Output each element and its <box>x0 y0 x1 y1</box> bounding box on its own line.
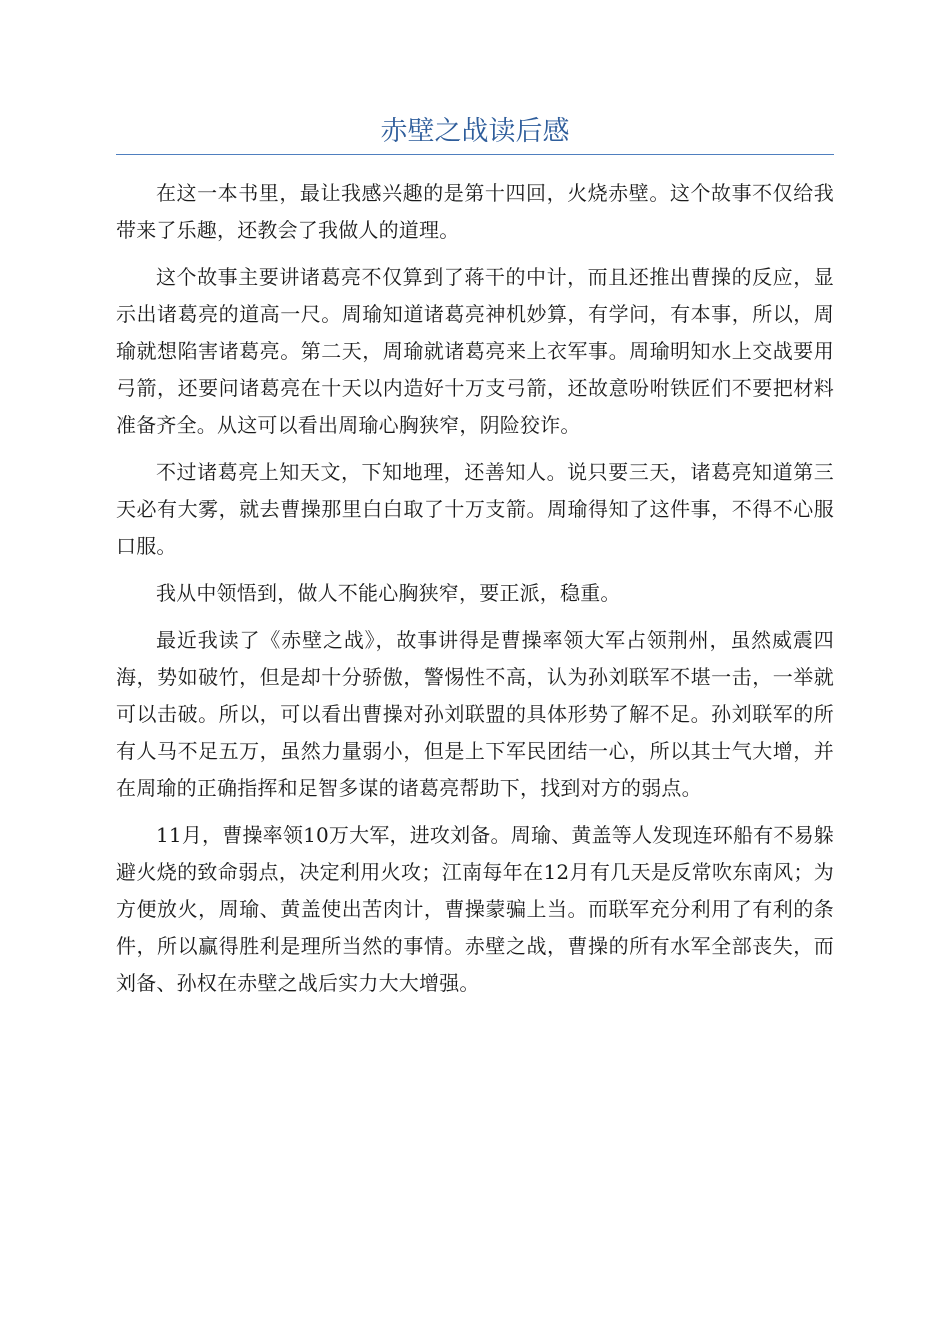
title-underline <box>116 154 834 155</box>
paragraph-1: 在这一本书里，最让我感兴趣的是第十四回，火烧赤壁。这个故事不仅给我带来了乐趣，还教会了我做人的道理。 <box>116 181 834 242</box>
document-page <box>116 112 834 1012</box>
paragraph-5: 最近我读了《赤壁之战》，故事讲得是曹操率领大军占领荆州，虽然威震四海，势如破竹，但是却十分骄傲，警惕性不高，认为孙刘联军不堪一击，一举就可以击破。所以，可以看出曹操对孙刘联盟的具体形势了解不足。孙刘联军的所有人马不足五万，虽然力量弱小，但是上下军民团结一心，所以其士气大增，并在周瑜的正确指挥和足智多谋的诸葛亮帮助下，找到对方的弱点。 <box>116 628 834 800</box>
paragraph-6: 11月，曹操率领10万大军，进攻刘备。周瑜、黄盖等人发现连环船有不易躲避火烧的致命弱点，决定利用火攻；江南每年在12月有几天是反常吹东南风；为方便放火，周瑜、黄盖使出苦肉计，曹操蒙骗上当。而联军充分利用了有利的条件，所以赢得胜利是理所当然的事情。赤壁之战，曹操的所有水军全部丧失，而刘备、孙权在赤壁之战后实力大大增强。 <box>116 823 834 995</box>
paragraph-3: 不过诸葛亮上知天文，下知地理，还善知人。说只要三天，诸葛亮知道第三天必有大雾，就去曹操那里白白取了十万支箭。周瑜得知了这件事，不得不心服口服。 <box>116 460 834 558</box>
paragraph-4: 我从中领悟到，做人不能心胸狭窄，要正派，稳重。 <box>156 581 621 605</box>
document-title: 赤壁之战读后感 <box>380 116 570 147</box>
paragraph-2: 这个故事主要讲诸葛亮不仅算到了蒋干的中计，而且还推出曹操的反应，显示出诸葛亮的道高一尺。周瑜知道诸葛亮神机妙算，有学问，有本事，所以，周瑜就想陷害诸葛亮。第二天，周瑜就诸葛亮来上衣军事。周瑜明知水上交战要用弓箭，还要问诸葛亮在十天以内造好十万支弓箭，还故意吩咐铁匠们不要把材料准备齐全。从这可以看出周瑜心胸狭窄，阴险狡诈。 <box>116 265 834 437</box>
